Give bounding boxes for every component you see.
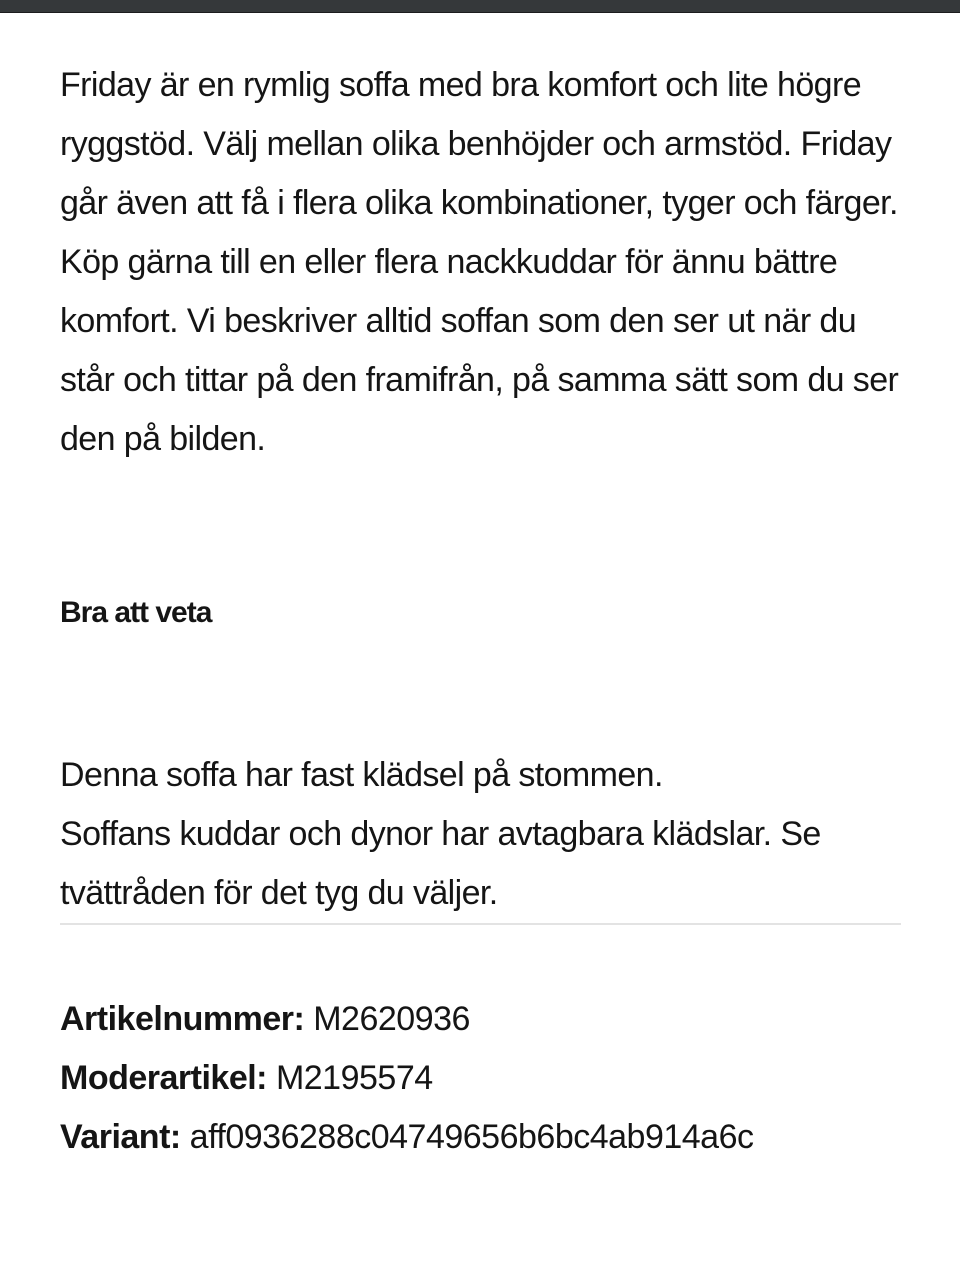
good-to-know-heading: Bra att veta bbox=[60, 596, 212, 629]
browser-top-bar bbox=[0, 0, 960, 13]
spec-label: Moderartikel: bbox=[60, 1059, 267, 1097]
product-description-text: Friday är en rymlig soffa med bra komfort och lite högre ryggstöd. Välj mellan olika benhöjder och armstöd. Friday går även att få i flera olika kombinationer, tyger och färger. Köp gärna till en eller flera nackkuddar för ännu bättre komfort. Vi beskriver alltid soffan som den ser ut när du står och tittar på den framifrån, på samma sätt som du ser den på bilden. bbox=[60, 66, 899, 458]
spec-article-number bbox=[60, 990, 754, 1049]
section-divider bbox=[60, 923, 901, 925]
spec-value: aff0936288c04749656b6bc4ab914a6c bbox=[189, 1118, 754, 1156]
article-specs bbox=[60, 990, 754, 1167]
good-to-know-text bbox=[60, 746, 910, 923]
spec-label: Variant: bbox=[60, 1118, 181, 1156]
spec-parent-article bbox=[60, 1049, 754, 1108]
spec-value: M2620936 bbox=[313, 1000, 470, 1038]
product-description-section bbox=[60, 56, 910, 1156]
spec-label: Artikelnummer: bbox=[60, 1000, 305, 1038]
spec-variant bbox=[60, 1108, 754, 1167]
spec-value: M2195574 bbox=[275, 1059, 433, 1097]
upholstery-info: Denna soffa har fast klädsel på stommen. bbox=[60, 756, 663, 794]
cushion-info: Soffans kuddar och dynor har avtagbara klädslar. Se tvättråden för det tyg du väljer. bbox=[60, 815, 821, 912]
